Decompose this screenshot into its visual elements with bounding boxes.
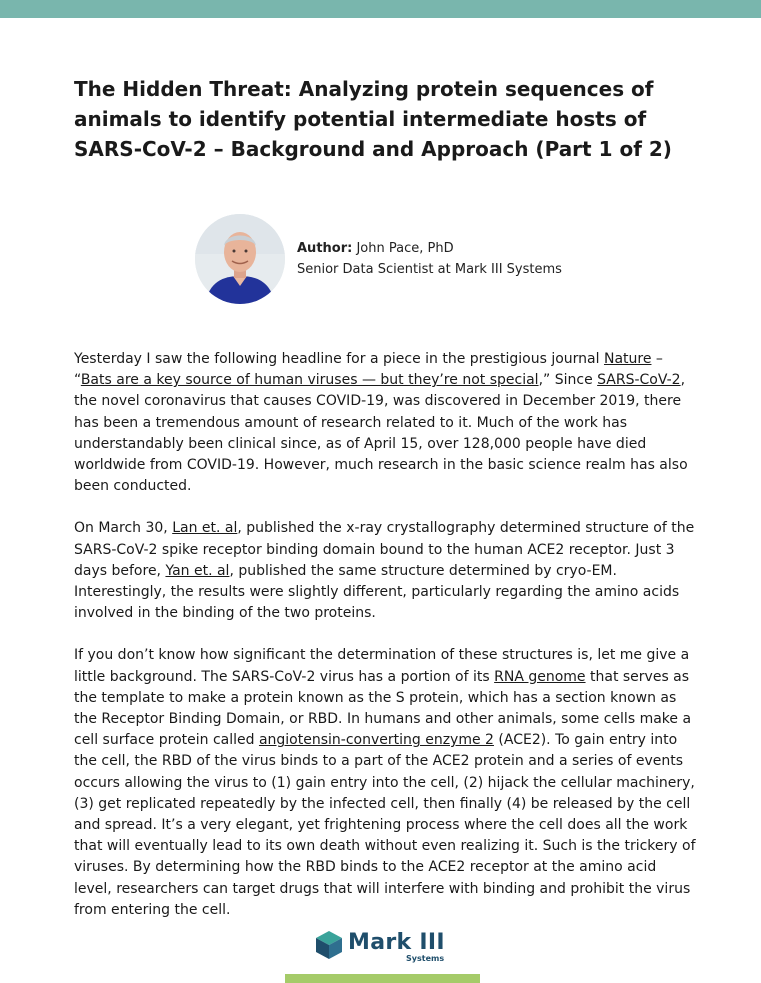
cube-logo-icon bbox=[314, 930, 344, 960]
author-name: John Pace, PhD bbox=[356, 241, 454, 256]
author-info bbox=[297, 238, 562, 280]
paragraph-text: , published the x-ray crystallography determined structure of the SARS-CoV-2 spike receptor binding domain bound to the human ACE2 receptor. Just 3 days before, bbox=[74, 520, 695, 579]
top-accent-bar bbox=[0, 0, 761, 18]
paragraph-text: (ACE2). To gain entry into the cell, the RBD of the virus binds to a part of the ACE2 protein and a series of events occurs allowing the virus to (1) gain entry into the cell, (2) hijack the cellular machinery, (3) get replicated repeatedly by the infected cell, then finally (4) be released by the cell and spread. It’s a very elegant, yet frightening process where the cell does all the work that will eventually lead to its own death without even realizing it. Such is the trickery of viruses. By determining how the RBD binds to the ACE2 receptor at the amino acid level, researchers can target drugs that will interfere with binding and prohibit the virus from entering the cell. bbox=[74, 732, 696, 918]
author-line bbox=[297, 238, 562, 259]
paragraph-1 bbox=[74, 349, 696, 497]
paragraph-3 bbox=[74, 645, 696, 921]
link-lan-et-al[interactable]: Lan et. al bbox=[172, 520, 238, 537]
article-title: The Hidden Threat: Analyzing protein sequences of animals to identify potential intermediate hosts of SARS-CoV-2 – Background and Approach (Part 1 of 2) bbox=[74, 77, 672, 161]
link-yan-et-al[interactable]: Yan et. al bbox=[165, 562, 230, 579]
link-sars-cov-2[interactable]: SARS-CoV-2 bbox=[597, 372, 681, 389]
author-photo bbox=[195, 214, 285, 304]
link-ace2[interactable]: angiotensin-converting enzyme 2 bbox=[258, 732, 494, 749]
author-role: Senior Data Scientist at Mark III Systems bbox=[297, 262, 562, 277]
link-bats-article[interactable]: Bats are a key source of human viruses — but they’re not special bbox=[80, 372, 539, 389]
paragraph-text: ,” Since bbox=[538, 372, 598, 389]
bottom-accent-bar bbox=[285, 974, 480, 983]
paragraph-text: If you don’t know how significant the determination of these structures is, let me give a little background. The SARS-CoV-2 virus has a portion of its bbox=[74, 647, 690, 685]
paragraph-text: On March 30, bbox=[74, 520, 173, 537]
logo-name: Mark III bbox=[348, 930, 445, 955]
paragraph-2 bbox=[74, 518, 696, 624]
paragraph-text: – “ bbox=[74, 351, 663, 389]
link-rna-genome[interactable]: RNA genome bbox=[494, 668, 586, 685]
link-nature[interactable]: Nature bbox=[603, 351, 652, 367]
mark-iii-logo bbox=[314, 927, 454, 967]
article-body bbox=[74, 349, 696, 942]
paragraph-text: Yesterday I saw the following headline for a piece in the prestigious journal bbox=[74, 351, 604, 367]
paragraph-text: , published the same structure determined by cryo-EM. Interestingly, the results were slightly different, particularly regarding the amino acids involved in the binding of the two proteins. bbox=[74, 562, 680, 622]
portrait-icon bbox=[195, 214, 285, 304]
paragraph-text: that serves as the template to make a protein known as the S protein, which has a section known as the Receptor Binding Domain, or RBD. In humans and other animals, some cells make a cell surface protein called bbox=[74, 668, 692, 749]
paragraph-text: , the novel coronavirus that causes COVID-19, was discovered in December 2019, there has been a tremendous amount of research related to it. Much of the work has understandably been clinical since, as of April 15, over 128,000 people have died worldwide from COVID-19. However, much research in the basic science realm has also been conducted. bbox=[74, 372, 688, 495]
author-label: Author: bbox=[297, 241, 353, 256]
author-block bbox=[195, 214, 615, 304]
logo-subtitle: Systems bbox=[406, 954, 445, 963]
